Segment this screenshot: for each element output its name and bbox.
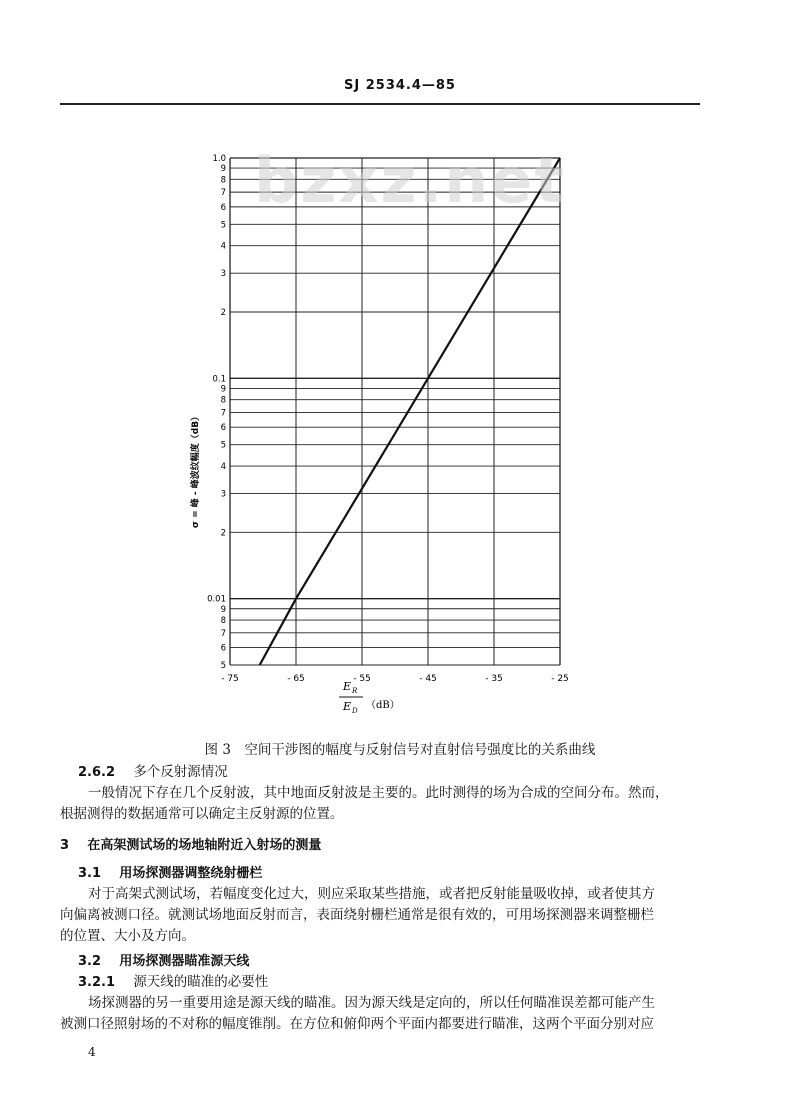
y-tick-label: 8 bbox=[220, 616, 226, 627]
y-tick-label: 1.0 bbox=[212, 154, 226, 164]
paragraph-3-line-2: 被测口径照射场的不对称的幅度锥削。在方位和俯仰两个平面内都要进行瞄准，这两个平面分别对应 bbox=[60, 1016, 654, 1032]
x-tick-label: - 45 bbox=[419, 674, 437, 684]
y-tick-label: 8 bbox=[220, 395, 226, 406]
x-label-num: E bbox=[343, 680, 352, 693]
x-label-unit: （dB） bbox=[366, 700, 400, 711]
section-3-1-heading bbox=[78, 863, 262, 884]
y-tick-label: 6 bbox=[220, 423, 226, 434]
section-title: 用场探测器瞄准源天线 bbox=[119, 954, 250, 969]
watermark: bzxz.net bbox=[254, 144, 566, 217]
section-number: 2.6.2 bbox=[78, 765, 116, 780]
x-tick-label: - 25 bbox=[551, 674, 569, 684]
y-tick-label: 5 bbox=[220, 440, 226, 451]
section-title: 在高架测试场的场地轴附近入射场的测量 bbox=[87, 838, 322, 853]
y-tick-label: 2 bbox=[220, 528, 226, 539]
section-3-2-1-heading bbox=[78, 972, 268, 993]
y-tick-label: 4 bbox=[220, 462, 226, 473]
x-tick-label: - 55 bbox=[353, 674, 371, 684]
x-tick-label: - 35 bbox=[485, 674, 503, 684]
y-tick-label: 2 bbox=[220, 308, 226, 319]
y-tick-label: 9 bbox=[220, 164, 226, 175]
section-title: 多个反射源情况 bbox=[133, 764, 228, 780]
x-label-den: E bbox=[343, 700, 352, 713]
section-title: 用场探测器调整绕射栅栏 bbox=[119, 866, 263, 881]
y-tick-label: 7 bbox=[220, 408, 226, 419]
header-rule bbox=[60, 103, 700, 105]
document-header: SJ 2534.4—85 bbox=[344, 78, 456, 93]
x-tick-label: - 65 bbox=[287, 674, 305, 684]
y-tick-label: 7 bbox=[220, 628, 226, 639]
y-tick-label: 5 bbox=[220, 220, 226, 231]
y-tick-label: 5 bbox=[220, 661, 226, 671]
section-number: 3 bbox=[60, 838, 70, 853]
paragraph-2-line-2: 向偏离被测口径。就测试场地面反射而言，表面绕射栅栏通常是很有效的，可用场探测器来调整栅栏 bbox=[60, 907, 654, 923]
y-tick-label: 3 bbox=[220, 269, 226, 280]
y-tick-label: 6 bbox=[220, 202, 226, 213]
paragraph-1-line-2: 根据测得的数据通常可以确定主反射源的位置。 bbox=[60, 806, 344, 822]
y-tick-label: 8 bbox=[220, 175, 226, 186]
x-tick-label: - 75 bbox=[221, 674, 239, 684]
page-number: 4 bbox=[88, 1045, 96, 1059]
figure-3-chart bbox=[150, 140, 580, 730]
section-title: 源天线的瞄准的必要性 bbox=[133, 974, 269, 990]
y-tick-label: 9 bbox=[220, 384, 226, 395]
y-tick-label: 0.01 bbox=[207, 594, 226, 605]
paragraph-3-line-1: 场探测器的另一重要用途是源天线的瞄准。因为源天线是定向的，所以任何瞄准误差都可能产生 bbox=[88, 995, 655, 1011]
paragraph-1-line-1: 一般情况下存在几个反射波，其中地面反射波是主要的。此时测得的场为合成的空间分布。然而， bbox=[88, 785, 669, 801]
figure-caption: 图 3 空间干涉图的幅度与反射信号对直射信号强度比的关系曲线 bbox=[204, 742, 596, 758]
x-label-den-sub: D bbox=[352, 707, 358, 715]
section-3-2-heading bbox=[78, 951, 249, 972]
section-2-6-2-heading bbox=[78, 762, 228, 783]
y-tick-label: 0.1 bbox=[212, 374, 226, 385]
y-tick-label: 9 bbox=[220, 604, 226, 615]
x-axis-label bbox=[339, 680, 400, 715]
section-number: 3.2 bbox=[78, 954, 102, 969]
data-series-line bbox=[260, 158, 560, 665]
section-number: 3.2.1 bbox=[78, 975, 116, 990]
paragraph-2-line-1: 对于高架式测试场，若幅度变化过大，则应采取某些措施，或者把反射能量吸收掉，或者使其方 bbox=[88, 886, 655, 902]
section-3-heading bbox=[60, 835, 321, 856]
y-tick-label: 6 bbox=[220, 643, 226, 654]
y-tick-label: 3 bbox=[220, 489, 226, 500]
paragraph-2-line-3: 的位置、大小及方向。 bbox=[60, 928, 195, 944]
y-tick-label: 7 bbox=[220, 188, 226, 199]
y-tick-label: 4 bbox=[220, 241, 226, 252]
y-axis-label: σ = 峰 - 峰波纹幅度（dB） bbox=[191, 411, 201, 529]
x-label-num-sub: R bbox=[352, 687, 358, 695]
section-number: 3.1 bbox=[78, 866, 102, 881]
